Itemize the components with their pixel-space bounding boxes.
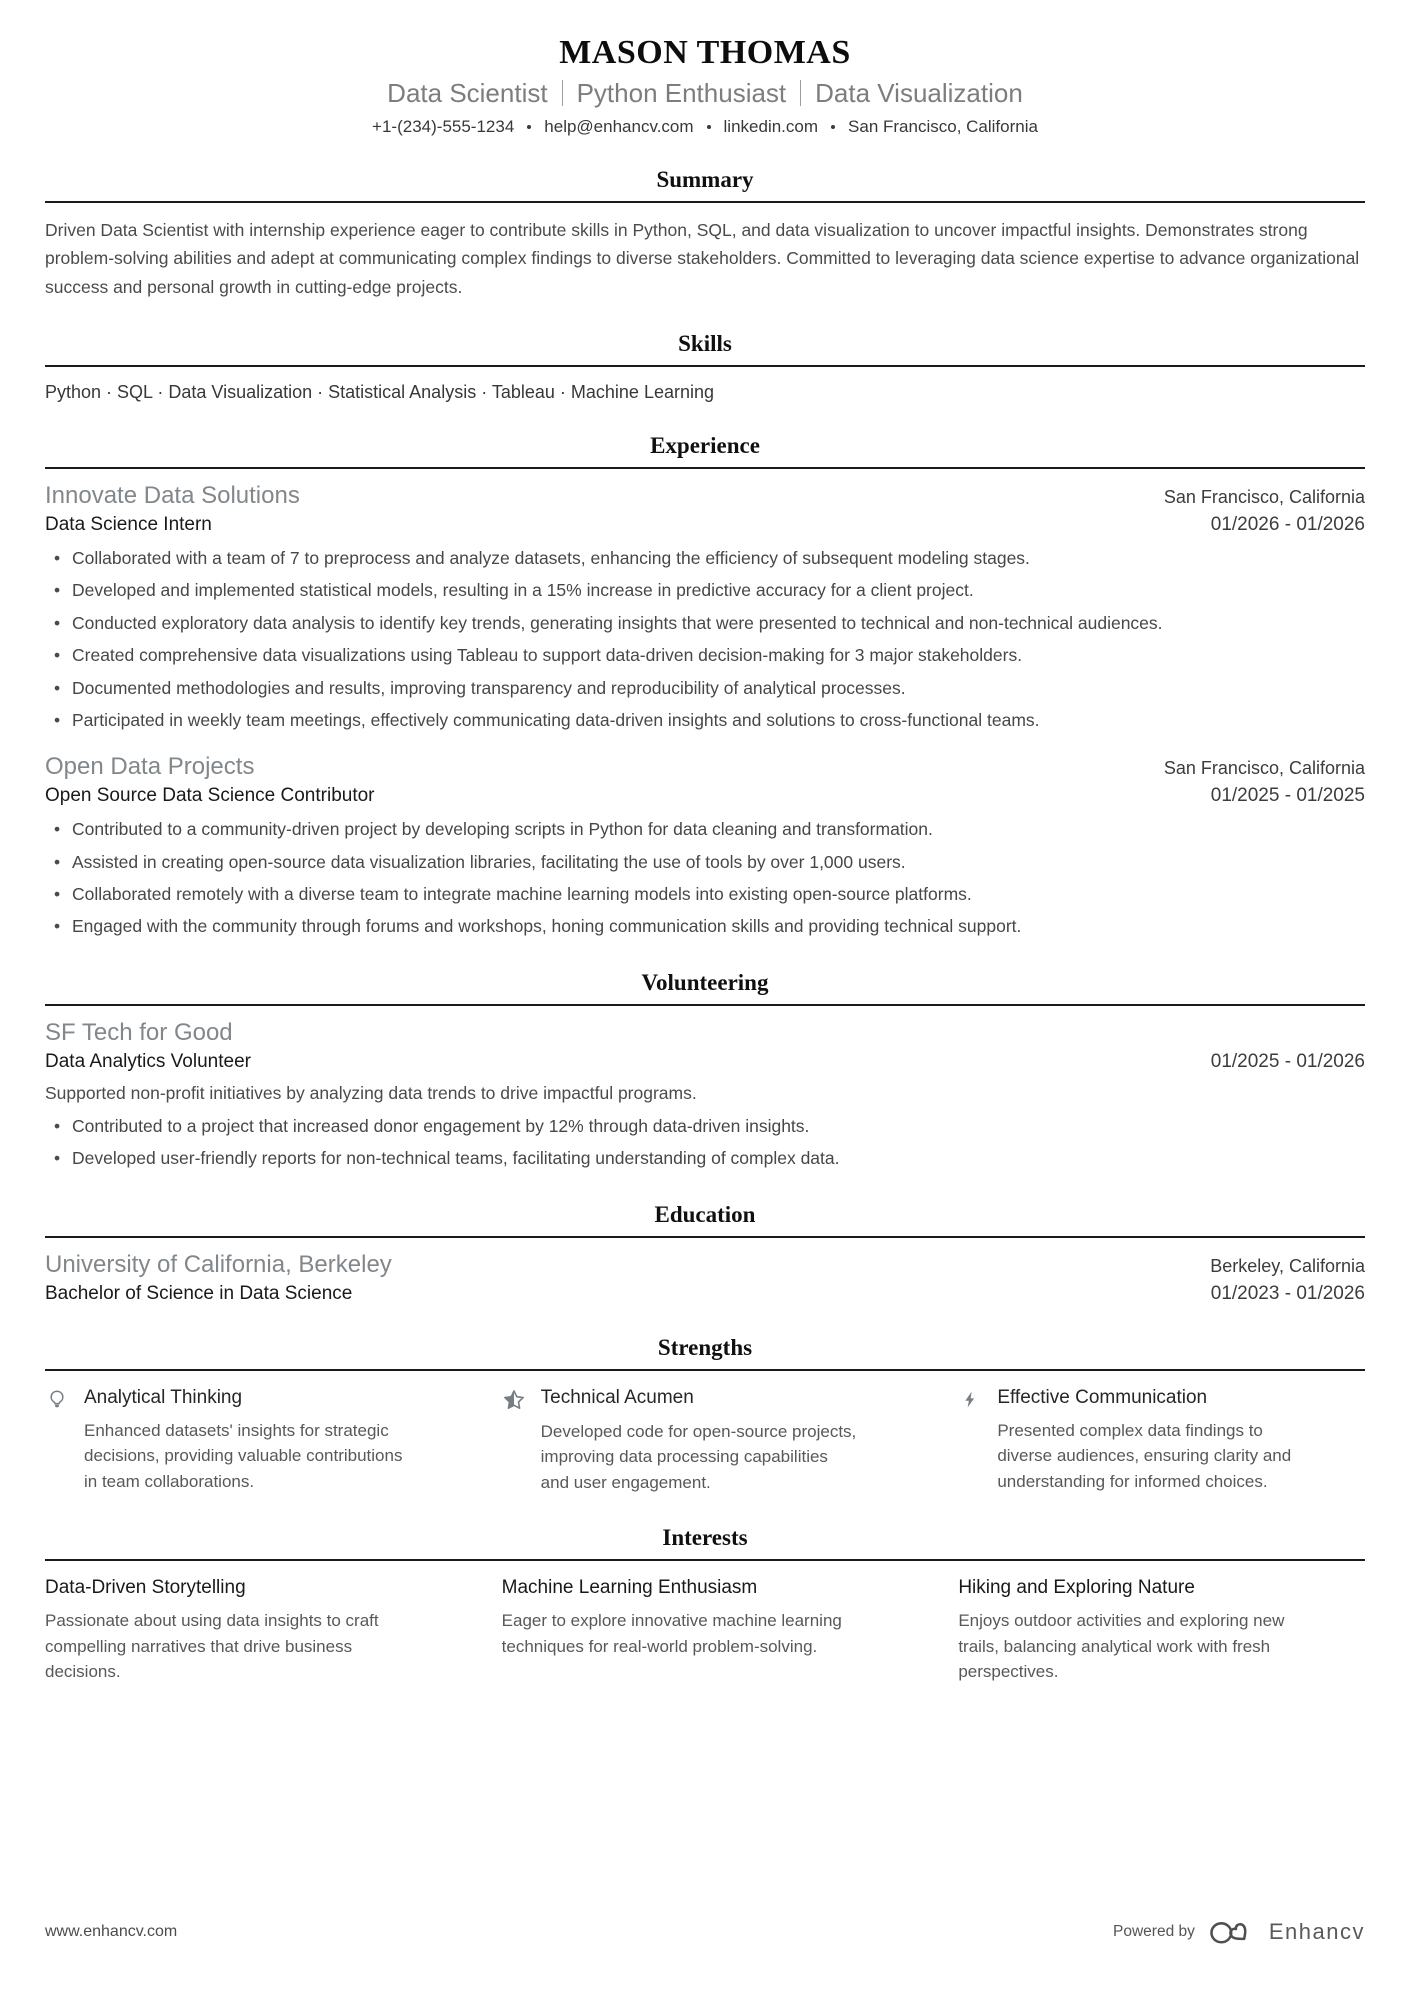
bullet-item: • Conducted exploratory data analysis to identify key trends, generating insights that were presented to technical and non-technical audiences. [45, 611, 1365, 636]
section-title-summary: Summary [656, 167, 754, 192]
interests-grid [45, 1577, 1365, 1685]
bullet-item: • Developed user-friendly reports for non-technical teams, facilitating understanding of complex data. [45, 1146, 1365, 1171]
interest-item [502, 1577, 909, 1685]
linkedin-link[interactable]: linkedin.com [723, 117, 819, 136]
interest-title: Machine Learning Enthusiasm [501, 1577, 758, 1599]
powered-by [1113, 1917, 1365, 1947]
volunteering-entries [45, 1019, 1365, 1172]
org-name: University of California, Berkeley [45, 1250, 392, 1278]
entry-description: Supported non-profit initiatives by analyzing data trends to drive impactful programs. [45, 1082, 697, 1103]
location-text: San Francisco, California [848, 117, 1038, 136]
section-title-education: Education [654, 1201, 756, 1227]
strength-title: Effective Communication [997, 1386, 1208, 1408]
interest-description: Passionate about using data insights to craft compelling narratives that drive business decisions. [45, 1611, 379, 1682]
section-divider [45, 365, 1365, 367]
role-title: Data Analytics Volunteer [45, 1050, 251, 1072]
headline-part: Python Enthusiast [576, 78, 787, 108]
section-divider [45, 467, 1365, 469]
bullet-item: • Collaborated with a team of 7 to preprocess and analyze datasets, enhancing the efficiency of subsequent modeling stages. [45, 546, 1365, 571]
strength-description: Enhanced datasets' insights for strategic decisions, providing valuable contributions in team collaborations. [84, 1420, 403, 1491]
strength-description: Developed code for open-source projects, improving data processing capabilities and user engagement. [540, 1421, 857, 1492]
section-divider [45, 1004, 1365, 1006]
separator-bar [562, 80, 563, 106]
interest-description: Enjoys outdoor activities and exploring new trails, balancing analytical work with fresh perspectives. [958, 1611, 1285, 1682]
role-title: Open Source Data Science Contributor [45, 785, 375, 807]
role-title: Data Science Intern [45, 514, 212, 536]
section-title-skills: Skills [678, 331, 732, 357]
section-title-experience: Experience [650, 433, 760, 459]
experience-entries [45, 482, 1365, 940]
entry-dates: 01/2023 - 01/2026 [1210, 1282, 1365, 1304]
org-name: Open Data Projects [45, 753, 255, 781]
section-divider [45, 1369, 1365, 1371]
enhancv-brand[interactable]: Enhancv [1268, 1919, 1365, 1944]
interest-description: Eager to explore innovative machine learning techniques for real-world problem-solving. [501, 1611, 842, 1656]
section-education [45, 1202, 1365, 1305]
entry-dates: 01/2025 - 01/2025 [1210, 785, 1365, 807]
org-name: Innovate Data Solutions [45, 482, 300, 510]
section-strengths [45, 1335, 1365, 1496]
entry-location: San Francisco, California [1163, 758, 1365, 779]
candidate-name: MASON THOMAS [559, 34, 851, 71]
skills-list: Python · SQL · Data Visualization · Statistical Analysis · Tableau · Machine Learning [45, 382, 715, 403]
headline [45, 78, 1365, 109]
separator-dot [707, 125, 711, 129]
bullet-item: • Engaged with the community through forums and workshops, honing communication skills and providing technical support. [45, 914, 1365, 939]
org-name: SF Tech for Good [45, 1018, 233, 1046]
strength-description: Presented complex data findings to diverse audiences, ensuring clarity and understanding for informed choices. [997, 1420, 1292, 1491]
resume-header [45, 34, 1365, 137]
section-divider [45, 201, 1365, 203]
section-summary [45, 167, 1365, 301]
lightbulb-icon [45, 1387, 69, 1411]
section-title-interests: Interests [662, 1525, 748, 1551]
role-title: Bachelor of Science in Data Science [45, 1282, 353, 1304]
interest-item [958, 1577, 1365, 1685]
strengths-grid [45, 1387, 1365, 1496]
section-title-volunteering: Volunteering [641, 969, 769, 995]
section-volunteering [45, 970, 1365, 1172]
section-divider [45, 1236, 1365, 1238]
bullet-item: • Participated in weekly team meetings, effectively communicating data-driven insights and solutions to cross-functional teams. [45, 708, 1365, 733]
email-link[interactable]: help@enhancv.com [544, 117, 694, 136]
education-entries [45, 1251, 1365, 1305]
interest-title: Data-Driven Storytelling [45, 1577, 246, 1599]
bullet-item: • Created comprehensive data visualizations using Tableau to support data-driven decision-making for 3 major stakeholders. [45, 643, 1365, 668]
separator-bar [800, 80, 801, 106]
section-experience [45, 433, 1365, 940]
strength-item [502, 1387, 909, 1496]
entry-dates: 01/2026 - 01/2026 [1210, 514, 1365, 536]
section-interests [45, 1525, 1365, 1685]
bullet-item: • Collaborated remotely with a diverse team to integrate machine learning models into existing open-source platforms. [45, 882, 1365, 907]
headline-part: Data Visualization [815, 78, 1023, 108]
section-skills [45, 331, 1365, 403]
footer [45, 1917, 1365, 1947]
phone-number: +1-(234)-555-1234 [372, 117, 515, 136]
strength-title: Technical Acumen [540, 1386, 694, 1408]
education-entry [45, 1251, 1365, 1305]
headline-part: Data Scientist [387, 78, 548, 108]
section-title-strengths: Strengths [657, 1334, 753, 1360]
separator-dot [527, 125, 531, 129]
experience-entry [45, 482, 1365, 733]
section-divider [45, 1559, 1365, 1561]
enhancv-logo-icon[interactable] [1209, 1917, 1255, 1947]
contact-row [45, 117, 1365, 137]
star-half-icon [502, 1387, 526, 1412]
entry-location: Berkeley, California [1210, 1255, 1365, 1276]
strength-title: Analytical Thinking [84, 1386, 243, 1408]
entry-location: San Francisco, California [1163, 487, 1365, 508]
bullet-item: • Contributed to a project that increased donor engagement by 12% through data-driven insights. [45, 1114, 1365, 1139]
bullet-list [45, 546, 1365, 733]
powered-by-label: Powered by [1113, 1923, 1195, 1940]
bullet-item: • Assisted in creating open-source data visualization libraries, facilitating the use of tools by over 1,000 users. [45, 850, 1365, 875]
separator-dot [831, 125, 835, 129]
experience-entry [45, 753, 1365, 940]
bullet-list [45, 817, 1365, 940]
entry-dates: 01/2025 - 01/2026 [1210, 1050, 1365, 1072]
bolt-icon [958, 1387, 982, 1411]
summary-text: Driven Data Scientist with internship experience eager to contribute skills in Python, SQL, and data visualization to uncover impactful insights. Demonstrates strong problem-solving abilities and adept at communicating complex findings to diverse stakeholders. Committed to leveraging data science expertise to advance organizational success and personal growth in cutting-edge projects. [45, 220, 1360, 297]
volunteering-entry [45, 1019, 1365, 1172]
interest-item [45, 1577, 452, 1685]
strength-item [958, 1387, 1365, 1496]
bullet-list [45, 1114, 1365, 1172]
interest-title: Hiking and Exploring Nature [958, 1577, 1195, 1599]
bullet-item: • Documented methodologies and results, improving transparency and reproducibility of analytical processes. [45, 676, 1365, 701]
bullet-item: • Contributed to a community-driven project by developing scripts in Python for data cleaning and transformation. [45, 817, 1365, 842]
strength-item [45, 1387, 452, 1496]
website-link[interactable]: www.enhancv.com [45, 1923, 178, 1940]
bullet-item: • Developed and implemented statistical models, resulting in a 15% increase in predictive accuracy for a client project. [45, 578, 1365, 603]
